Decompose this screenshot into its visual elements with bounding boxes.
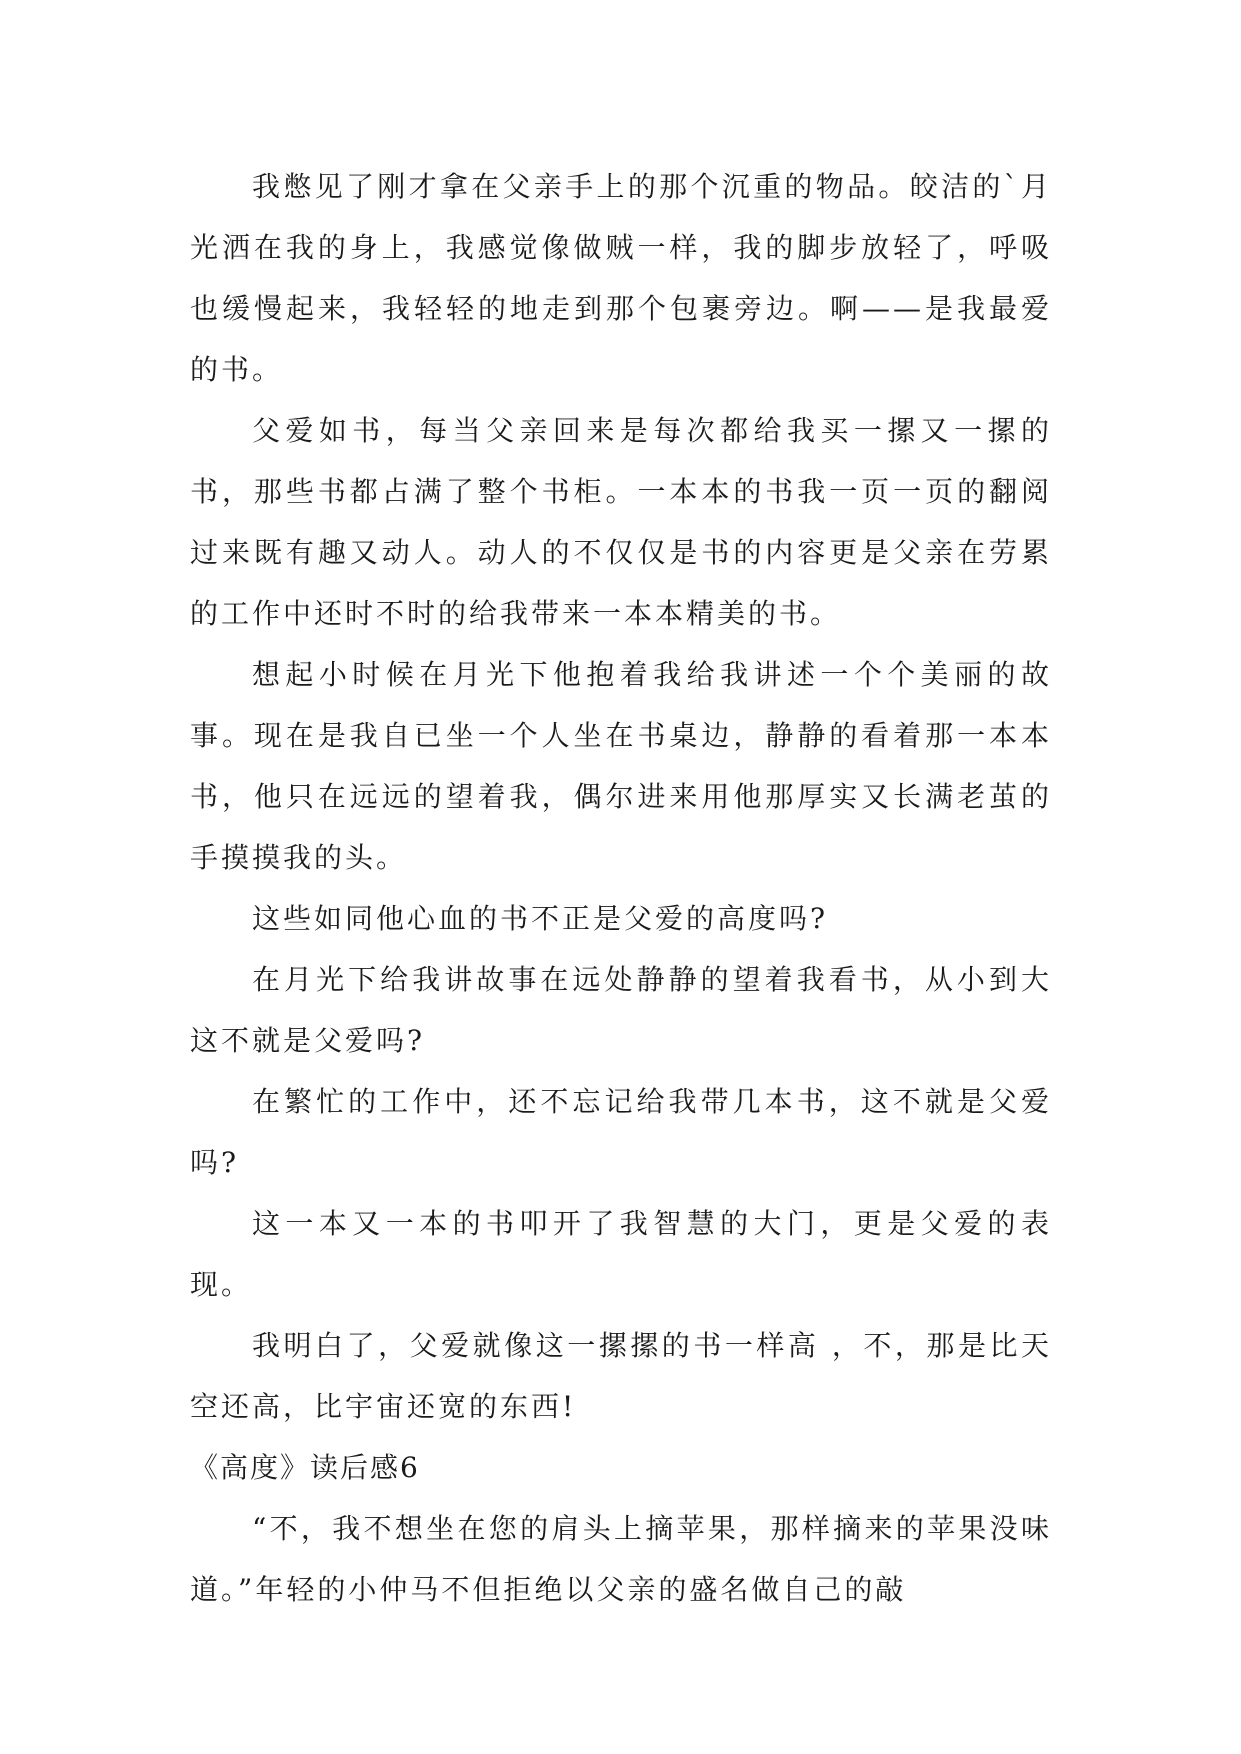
- paragraph: 这些如同他心血的书不正是父爱的高度吗?: [252, 902, 829, 935]
- paragraph: 在月光下给我讲故事在远处静静的望着我看书，从小到大这不就是父爱吗?: [190, 963, 1052, 1057]
- paragraph: 在繁忙的工作中，还不忘记给我带几本书，这不就是父爱吗?: [190, 1085, 1052, 1179]
- paragraph: 我明白了，父爱就像这一摞摞的书一样高 ，不，那是比天空还高，比宇宙还宽的东西!: [190, 1329, 1052, 1423]
- paragraph: 我憋见了刚才拿在父亲手上的那个沉重的物品。皎洁的`月光洒在我的身上，我感觉像做贼一样，我的脚步放轻了，呼吸也缓慢起来，我轻轻的地走到那个包裹旁边。啊——是我最爱的书。: [190, 170, 1052, 386]
- paragraph: “不，我不想坐在您的肩头上摘苹果，那样摘来的苹果没味道。”年轻的小仲马不但拒绝以父亲的盛名做自己的敲: [190, 1512, 1052, 1606]
- document-body: [190, 156, 1052, 1620]
- section-title: 《高度》读后感6: [190, 1451, 420, 1484]
- paragraph: 这一本又一本的书叩开了我智慧的大门，更是父爱的表现。: [190, 1207, 1052, 1301]
- paragraph: 想起小时候在月光下他抱着我给我讲述一个个美丽的故事。现在是我自已坐一个人坐在书桌边，静静的看着那一本本书，他只在远远的望着我，偶尔进来用他那厚实又长满老茧的手摸摸我的头。: [190, 658, 1052, 874]
- paragraph: 父爱如书，每当父亲回来是每次都给我买一摞又一摞的书，那些书都占满了整个书柜。一本本的书我一页一页的翻阅过来既有趣又动人。动人的不仅仅是书的内容更是父亲在劳累的工作中还时不时的给我带来一本本精美的书。: [190, 414, 1052, 630]
